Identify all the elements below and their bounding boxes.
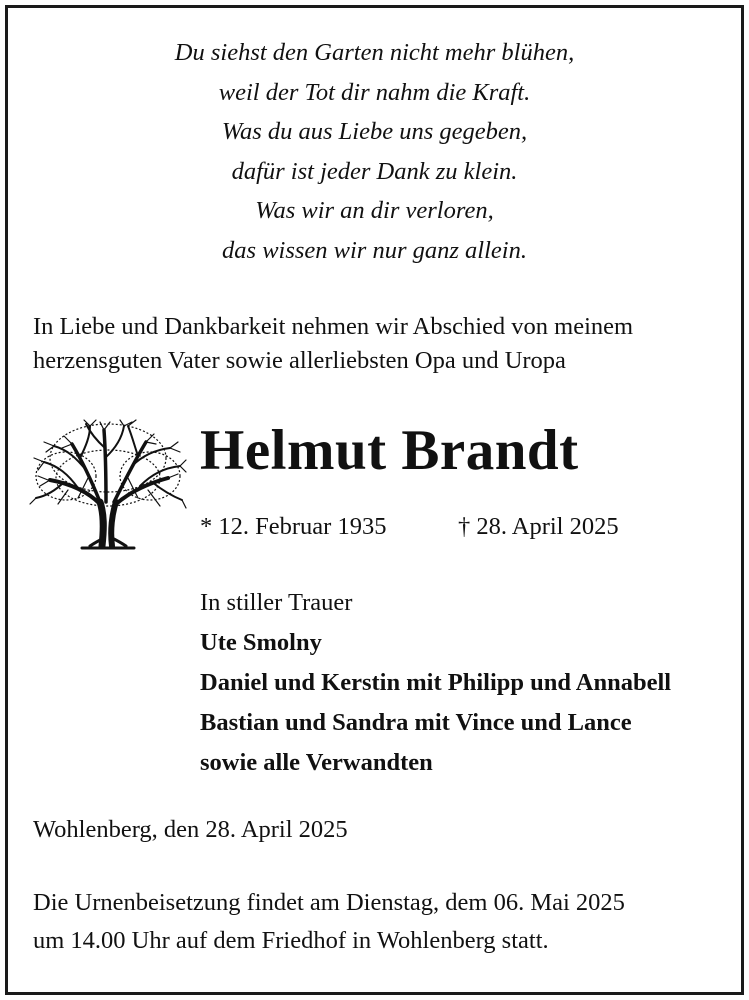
mourner-name: Ute Smolny bbox=[200, 629, 322, 656]
death-date: † 28. April 2025 bbox=[458, 513, 619, 540]
poem-line: weil der Tot dir nahm die Kraft. bbox=[218, 78, 531, 106]
mourners-intro: In stiller Trauer bbox=[200, 589, 353, 616]
burial-line: um 14.00 Uhr auf dem Friedhof in Wohlenberg statt. bbox=[33, 927, 549, 954]
mourner-name: Bastian und Sandra mit Vince und Lance bbox=[200, 709, 632, 736]
poem-line: Du siehst den Garten nicht mehr blühen, bbox=[174, 39, 575, 66]
burial-line: Die Urnenbeisetzung findet am Dienstag, dem 06. Mai 2025 bbox=[33, 889, 625, 916]
mourner-name: Daniel und Kerstin mit Philipp und Annabell bbox=[200, 669, 672, 696]
poem-line: Was du aus Liebe uns gegeben, bbox=[221, 118, 528, 145]
life-dates bbox=[200, 510, 619, 544]
intro-text bbox=[33, 310, 733, 378]
intro-line: herzensguten Vater sowie allerliebsten Opa und Uropa bbox=[33, 347, 566, 374]
burial-notice bbox=[33, 884, 625, 960]
mourner-name: sowie alle Verwandten bbox=[200, 749, 433, 776]
poem bbox=[0, 33, 749, 270]
poem-line: dafür ist jeder Dank zu klein. bbox=[231, 157, 518, 185]
tree-icon bbox=[28, 418, 188, 554]
mourners-block bbox=[200, 583, 671, 783]
poem-line: Was wir an dir verloren, bbox=[255, 197, 494, 224]
intro-line: In Liebe und Dankbarkeit nehmen wir Abschied von meinem bbox=[33, 313, 634, 340]
place-date: Wohlenberg, den 28. April 2025 bbox=[33, 816, 348, 843]
deceased-name: Helmut Brandt bbox=[200, 419, 579, 482]
birth-date: * 12. Februar 1935 bbox=[200, 513, 387, 540]
poem-line: das wissen wir nur ganz allein. bbox=[222, 236, 527, 264]
